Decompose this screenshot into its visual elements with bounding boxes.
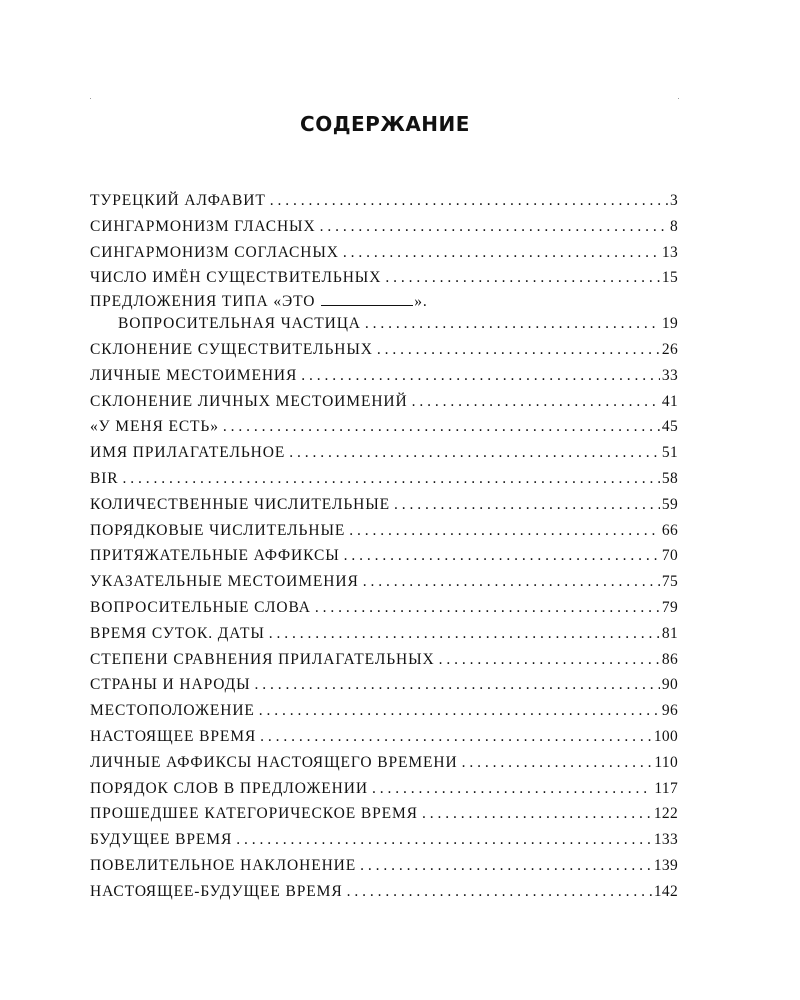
- toc-entry-label: СИНГАРМОНИЗМ СОГЛАСНЫХ: [90, 243, 339, 261]
- toc-entry-page: 96: [661, 702, 678, 720]
- toc-entry[interactable]: [90, 621, 678, 647]
- toc-entry-page: 79: [661, 598, 678, 616]
- toc-leader-dots: [412, 389, 660, 415]
- toc-leader-dots: [365, 311, 660, 337]
- toc-entry[interactable]: [90, 750, 678, 776]
- toc-entry-label: ЛИЧНЫЕ МЕСТОИМЕНИЯ: [90, 366, 298, 384]
- toc-entry-page: 45: [661, 418, 678, 436]
- toc-entry-label: КОЛИЧЕСТВЕННЫЕ ЧИСЛИТЕЛЬНЫЕ: [90, 495, 391, 513]
- toc-entry-label: БУДУЩЕЕ ВРЕМЯ: [90, 831, 233, 849]
- toc-entry-page: 19: [661, 315, 678, 333]
- toc-entry-label: ЛИЧНЫЕ АФФИКСЫ НАСТОЯЩЕГО ВРЕМЕНИ: [90, 753, 458, 771]
- toc-entry-label: ПОВЕЛИТЕЛЬНОЕ НАКЛОНЕНИЕ: [90, 856, 357, 874]
- toc-entry-label: МЕСТОПОЛОЖЕНИЕ: [90, 702, 255, 720]
- toc-entry[interactable]: [90, 647, 678, 673]
- toc-entry-page: 8: [669, 217, 678, 235]
- toc-entry[interactable]: [90, 240, 678, 266]
- toc-entry-page: 58: [661, 469, 678, 487]
- toc-entry-page: 33: [661, 366, 678, 384]
- toc-entry[interactable]: [90, 724, 678, 750]
- toc-entry[interactable]: [90, 265, 678, 291]
- toc-entry[interactable]: [90, 492, 678, 518]
- toc-entry[interactable]: [90, 827, 678, 853]
- toc-entry[interactable]: [90, 188, 678, 214]
- toc-entry-page: 142: [653, 882, 678, 900]
- toc-leader-dots: [301, 363, 660, 389]
- toc-entry-label: ВОПРОСИТЕЛЬНАЯ ЧАСТИЦА: [118, 315, 361, 333]
- toc-entry[interactable]: [90, 698, 678, 724]
- toc-leader-dots: [223, 414, 660, 440]
- toc-entry-page: 3: [669, 192, 678, 209]
- toc-leader-dots: [289, 440, 660, 466]
- toc-entry-label: УКАЗАТЕЛЬНЫЕ МЕСТОИМЕНИЯ: [90, 573, 359, 591]
- toc-entry[interactable]: [90, 337, 678, 363]
- toc-entry-page: 110: [654, 753, 678, 771]
- toc-entry-page: 13: [661, 243, 678, 261]
- toc-leader-dots: [439, 647, 660, 673]
- toc-leader-dots: [259, 698, 660, 724]
- toc-entry-label: ТУРЕЦКИЙ АЛФАВИТ: [90, 192, 266, 209]
- toc-entry[interactable]: [90, 879, 678, 905]
- toc-leader-dots: [315, 595, 660, 621]
- toc-leader-dots: [255, 672, 660, 698]
- toc-leader-dots: [343, 240, 660, 266]
- toc-entry-label: ВРЕМЯ СУТОК. ДАТЫ: [90, 624, 265, 642]
- toc-entry-page: 75: [661, 573, 678, 591]
- toc-entry[interactable]: [90, 543, 678, 569]
- toc-entry-page: 81: [661, 624, 678, 642]
- toc-leader-dots: [320, 214, 668, 240]
- toc-entry-label: ПРОШЕДШЕЕ КАТЕГОРИЧЕСКОЕ ВРЕМЯ: [90, 805, 418, 823]
- toc-entry-page: 66: [661, 521, 678, 539]
- page-corner-mark-right: [678, 98, 679, 99]
- toc-leader-dots: [394, 492, 660, 518]
- toc-entry-label: ПОРЯДКОВЫЕ ЧИСЛИТЕЛЬНЫЕ: [90, 521, 346, 539]
- toc-entry-page: 117: [654, 779, 678, 797]
- toc-entry-page: 86: [661, 650, 678, 668]
- toc-leader-dots: [422, 801, 652, 827]
- toc-entry-label: ЧИСЛО ИМЁН СУЩЕСТВИТЕЛЬНЫХ: [90, 269, 382, 287]
- toc-entry-page: 139: [653, 856, 678, 874]
- toc-entry-label: НАСТОЯЩЕЕ ВРЕМЯ: [90, 727, 257, 745]
- toc-entry[interactable]: [90, 466, 678, 492]
- toc-leader-dots: [377, 337, 660, 363]
- toc-entry-page: 41: [661, 392, 678, 410]
- toc-leader-dots: [123, 466, 660, 492]
- toc-entry-label: BIR: [90, 469, 119, 487]
- toc-leader-dots: [360, 853, 652, 879]
- toc-leader-dots: [344, 543, 660, 569]
- toc-entry[interactable]: [90, 414, 678, 440]
- toc-leader-dots: [372, 776, 652, 802]
- toc-entry-first-line[interactable]: [90, 291, 678, 311]
- toc-entry-label: СТРАНЫ И НАРОДЫ: [90, 676, 251, 694]
- toc-entry[interactable]: [90, 389, 678, 415]
- page-corner-mark-left: [90, 98, 91, 99]
- toc-leader-dots: [385, 265, 660, 291]
- toc-entry-page: 133: [653, 831, 678, 849]
- toc-entry[interactable]: [90, 595, 678, 621]
- toc-entry-page: 15: [661, 269, 678, 287]
- toc-entry-page: 59: [661, 495, 678, 513]
- toc-entry-continuation[interactable]: [90, 311, 678, 337]
- toc-entry-label: СТЕПЕНИ СРАВНЕНИЯ ПРИЛАГАТЕЛЬНЫХ: [90, 650, 435, 668]
- toc-entry-label: НАСТОЯЩЕЕ-БУДУЩЕЕ ВРЕМЯ: [90, 882, 343, 900]
- table-of-contents: [90, 188, 678, 905]
- toc-entry-page: 100: [653, 727, 678, 745]
- toc-entry-label: СКЛОНЕНИЕ ЛИЧНЫХ МЕСТОИМЕНИЙ: [90, 392, 408, 410]
- toc-entry-label: СКЛОНЕНИЕ СУЩЕСТВИТЕЛЬНЫХ: [90, 340, 373, 358]
- toc-entry-page: 90: [661, 676, 678, 694]
- toc-entry-page: 70: [661, 547, 678, 565]
- toc-leader-dots: [270, 188, 668, 214]
- toc-entry-label: ИМЯ ПРИЛАГАТЕЛЬНОЕ: [90, 444, 286, 462]
- toc-entry-label: ВОПРОСИТЕЛЬНЫЕ СЛОВА: [90, 598, 311, 616]
- toc-entry-page: 51: [661, 444, 678, 462]
- toc-entry-page: 122: [653, 805, 678, 823]
- toc-entry[interactable]: [90, 672, 678, 698]
- toc-entry-label-part1: ПРЕДЛОЖЕНИЯ ТИПА «ЭТО: [90, 293, 316, 311]
- page-title: СОДЕРЖАНИЕ: [300, 112, 470, 136]
- toc-entry[interactable]: [90, 214, 678, 240]
- toc-entry-label: ПРИТЯЖАТЕЛЬНЫЕ АФФИКСЫ: [90, 547, 340, 565]
- toc-leader-dots: [462, 750, 653, 776]
- toc-entry[interactable]: [90, 853, 678, 879]
- toc-leader-dots: [363, 569, 660, 595]
- toc-entry[interactable]: [90, 518, 678, 544]
- toc-entry-label-part2: ».: [414, 293, 428, 311]
- toc-leader-dots: [349, 518, 660, 544]
- fill-in-blank: [321, 291, 413, 306]
- toc-entry[interactable]: [90, 801, 678, 827]
- toc-leader-dots: [347, 879, 652, 905]
- toc-entry-label: ПОРЯДОК СЛОВ В ПРЕДЛОЖЕНИИ: [90, 779, 368, 797]
- toc-entry[interactable]: [90, 363, 678, 389]
- toc-entry-label: СИНГАРМОНИЗМ ГЛАСНЫХ: [90, 217, 316, 235]
- toc-entry[interactable]: [90, 569, 678, 595]
- toc-entry-label: [90, 291, 428, 312]
- toc-entry-page: 26: [661, 340, 678, 358]
- toc-entry-label: «У МЕНЯ ЕСТЬ»: [90, 418, 219, 436]
- toc-leader-dots: [269, 621, 660, 647]
- toc-leader-dots: [236, 827, 652, 853]
- toc-leader-dots: [260, 724, 652, 750]
- toc-entry[interactable]: [90, 440, 678, 466]
- toc-entry[interactable]: [90, 776, 678, 802]
